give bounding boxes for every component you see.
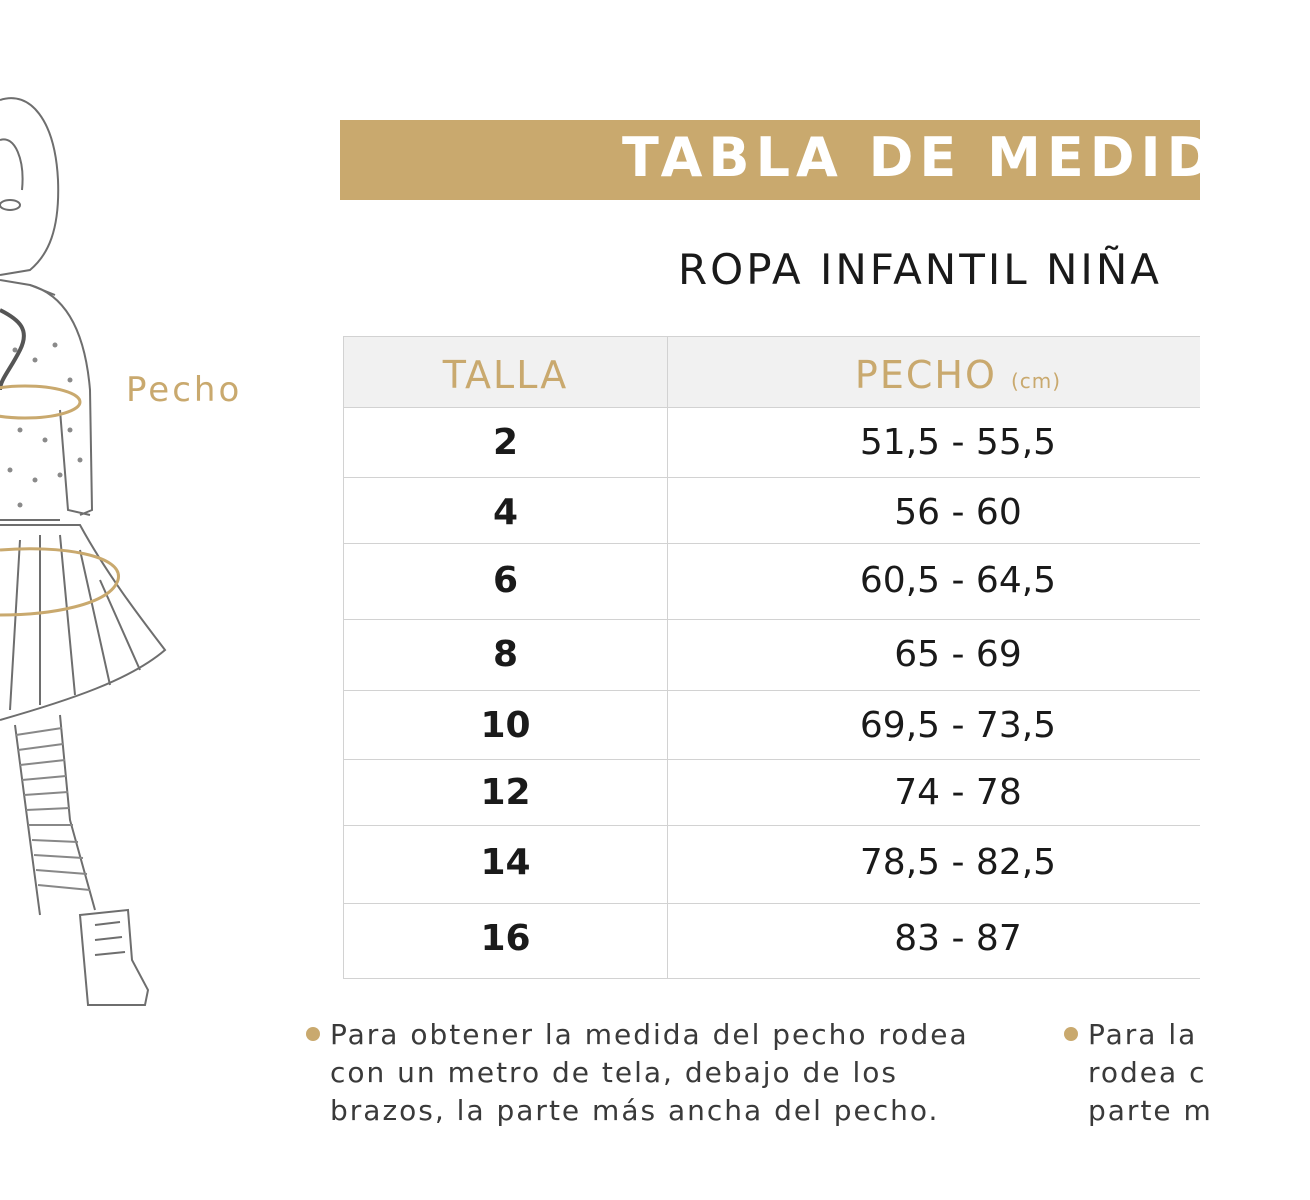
- note-line: con un metro de tela, debajo de los: [330, 1056, 898, 1089]
- size-cell: 10: [480, 705, 531, 746]
- size-cell: 12: [480, 772, 531, 813]
- girl-illustration: [0, 80, 180, 1020]
- chest-cell: 69,5 - 73,5: [859, 705, 1057, 746]
- chest-cell: 56 - 60: [894, 492, 1022, 533]
- table-row: [344, 825, 1200, 903]
- note-line: Para obtener la medida del pecho rodea: [330, 1018, 969, 1051]
- size-table: [343, 336, 1200, 979]
- title-banner: [340, 120, 1310, 200]
- header-size: TALLA: [442, 353, 569, 397]
- note-line: Para la: [1088, 1018, 1198, 1051]
- header-chest-unit: (cm): [1010, 369, 1062, 393]
- size-cell: 4: [492, 492, 519, 533]
- table-row: [344, 477, 1200, 543]
- header-chest: [668, 353, 1248, 397]
- chest-cell: 65 - 69: [894, 634, 1022, 675]
- size-cell: 14: [480, 842, 531, 883]
- table-row: [344, 903, 1200, 979]
- size-cell: 6: [492, 560, 519, 601]
- chest-cell: 60,5 - 64,5: [859, 560, 1057, 601]
- size-cell: 8: [492, 634, 519, 675]
- chest-cell: 83 - 87: [894, 918, 1022, 959]
- chest-label: Pecho: [126, 370, 243, 410]
- size-cell: 16: [480, 918, 531, 959]
- table-row: [344, 759, 1200, 825]
- table-row: [344, 690, 1200, 759]
- chest-cell: 74 - 78: [894, 772, 1022, 813]
- header-chest-label: PECHO: [854, 353, 997, 397]
- bullet-icon: [1064, 1027, 1078, 1041]
- size-cell: 2: [492, 422, 519, 463]
- subtitle: ROPA INFANTIL NIÑA: [678, 245, 1162, 294]
- table-row: [344, 407, 1200, 477]
- note-line: rodea c: [1088, 1056, 1207, 1089]
- table-row: [344, 543, 1200, 619]
- second-measure-note: [1088, 1016, 1213, 1130]
- table-header: [344, 337, 1200, 407]
- chest-cell: 78,5 - 82,5: [859, 842, 1057, 883]
- chest-measure-note: [330, 1016, 969, 1130]
- page-title: TABLA DE MEDIDAS: [622, 126, 1310, 189]
- note-line: brazos, la parte más ancha del pecho.: [330, 1094, 940, 1127]
- bullet-icon: [306, 1027, 320, 1041]
- table-row: [344, 619, 1200, 690]
- chest-cell: 51,5 - 55,5: [859, 422, 1057, 463]
- note-line: parte m: [1088, 1094, 1213, 1127]
